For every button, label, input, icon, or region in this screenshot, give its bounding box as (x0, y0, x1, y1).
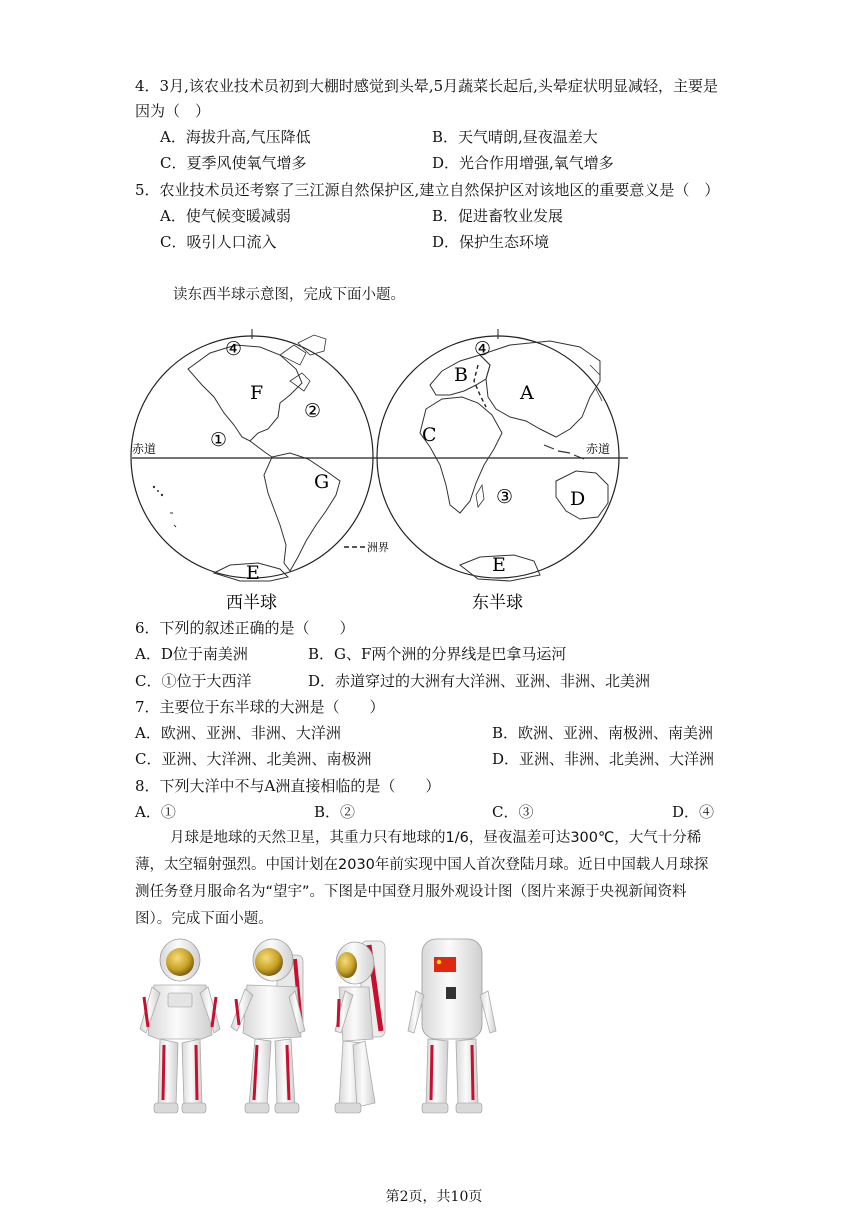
q4-option-d: D．光合作用增强,氧气增多 (432, 154, 614, 172)
q4-stem-line1: 4．3月,该农业技术员初到大棚时感觉到头晕,5月蔬菜长起后,头晕症状明显减轻，主要是 (135, 77, 718, 95)
q4-option-c: C．夏季风使氧气增多 (160, 154, 307, 172)
q5-option-a: A．使气候变暖减弱 (160, 207, 291, 225)
map-label-w-f: F (250, 382, 264, 404)
q6-stem: 6．下列的叙述正确的是（ ） (135, 619, 355, 637)
q6-option-d: D．赤道穿过的大洲有大洋洲、亚洲、非洲、北美洲 (308, 672, 651, 690)
spacesuit-illustrations (130, 935, 500, 1120)
map-label-w-e: E (246, 562, 260, 584)
eastern-hemisphere (377, 329, 619, 581)
map-label-w-g: G (314, 471, 330, 493)
map-label-w-ocean2: ② (304, 400, 322, 422)
q8-option-b: B．② (314, 803, 356, 821)
q4-stem-line2: 因为（ ） (135, 102, 211, 120)
q7-option-d: D．亚洲、非洲、北美洲、大洋洲 (492, 750, 715, 768)
map-label-w-ocean4: ④ (225, 338, 243, 360)
map-label-e-d: D (570, 488, 586, 510)
moon-intro-line1: 月球是地球的天然卫星，其重力只有地球的1/6，昼夜温差可达300℃，大气十分稀 (170, 830, 702, 846)
q4-option-a: A．海拔升高,气压降低 (160, 128, 311, 146)
q4-option-b: B．天气晴朗,昼夜温差大 (432, 128, 598, 146)
map-label-e-e: E (492, 554, 506, 576)
map-label-e-b: B (454, 364, 468, 386)
q5-option-b: B．促进畜牧业发展 (432, 207, 564, 225)
map-label-e-ocean3: ③ (496, 486, 514, 508)
map-label-e-ocean4: ④ (474, 338, 492, 360)
page-footer: 第2页，共10页 (385, 1189, 483, 1205)
q8-option-d: D．④ (672, 803, 715, 821)
q8-option-c: C．③ (492, 803, 534, 821)
map-label-e-c: C (422, 424, 437, 446)
q6-option-c: C．①位于大西洋 (135, 672, 252, 690)
boundary-legend-label: 洲界 (367, 541, 389, 554)
moon-intro-line3: 测任务登月服命名为“望宇”。下图是中国登月服外观设计图（图片来源于央视新闻资料 (135, 884, 687, 900)
q5-stem: 5．农业技术员还考察了三江源自然保护区,建立自然保护区对该地区的重要意义是（ ） (135, 181, 720, 199)
q8-option-a: A．① (135, 803, 176, 821)
spacesuit-three-quarter-view (231, 939, 305, 1113)
q5-option-d: D．保护生态环境 (432, 233, 550, 251)
map-label-w-ocean1: ① (210, 429, 228, 451)
east-hemisphere-title: 东半球 (472, 593, 523, 613)
chinese-flag-icon (434, 957, 456, 972)
q7-stem: 7．主要位于东半球的大洲是（ ） (135, 698, 385, 716)
spacesuit-front-view (140, 939, 220, 1113)
moon-intro-line4: 图）。完成下面小题。 (135, 911, 273, 927)
q7-option-a: A．欧洲、亚洲、非洲、大洋洲 (135, 724, 341, 742)
q6-option-b: B．G、F两个洲的分界线是巴拿马运河 (308, 645, 567, 663)
map-label-e-a: A (520, 382, 534, 404)
moon-intro-line2: 薄，太空辐射强烈。中国计划在2030年前实现中国人首次登陆月球。近日中国载人月球探 (135, 857, 709, 873)
west-hemisphere-title: 西半球 (226, 593, 277, 613)
q6-option-a: A．D位于南美洲 (135, 645, 248, 663)
north-america-shape (188, 345, 302, 441)
spacesuit-back-view (408, 939, 496, 1113)
map-intro: 读东西半球示意图，完成下面小题。 (173, 287, 405, 303)
asia-shape (480, 341, 600, 437)
hemispheres-map (130, 325, 630, 615)
q7-option-c: C．亚洲、大洋洲、北美洲、南极洲 (135, 750, 372, 768)
equator-label-west: 赤道 (132, 442, 157, 456)
equator-label-east: 赤道 (586, 442, 611, 456)
africa-shape (420, 397, 502, 513)
q8-stem: 8．下列大洋中不与A洲直接相临的是（ ） (135, 777, 441, 795)
spacesuit-side-view (335, 941, 385, 1113)
q7-option-b: B．欧洲、亚洲、南极洲、南美洲 (492, 724, 714, 742)
q5-option-c: C．吸引人口流入 (160, 233, 277, 251)
